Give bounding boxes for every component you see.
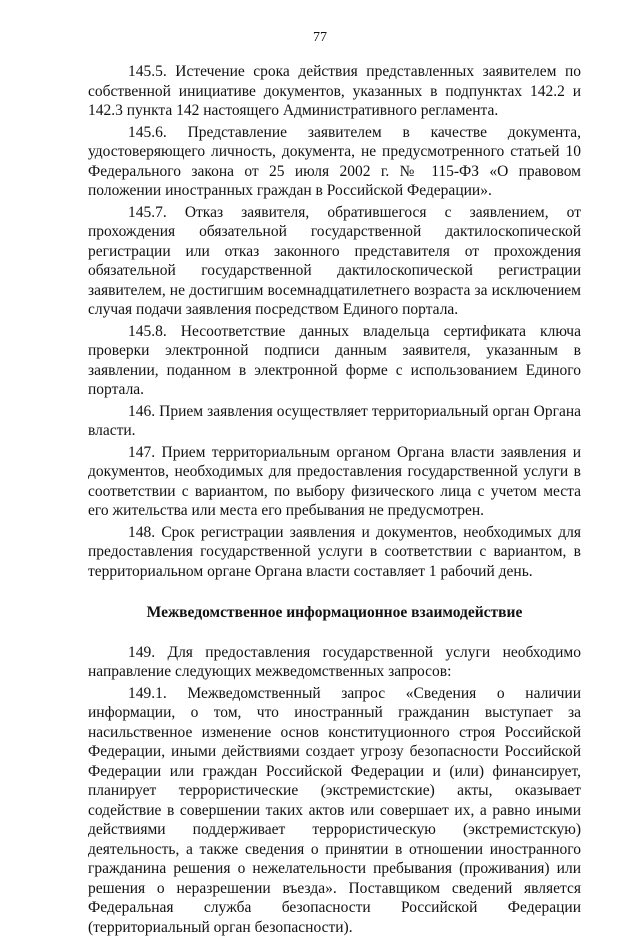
paragraph-148: 148. Срок регистрации заявления и документов, необходимых для предоставления государственной услуги в соответствии с вариантом, в территориальном органе Органа власти составляет 1 рабочий день. <box>88 523 581 580</box>
document-body <box>88 62 581 939</box>
page-number: 77 <box>313 30 327 45</box>
paragraph-149-1: 149.1. Межведомственный запрос «Сведения о наличии информации, о том, что иностранный гражданин выступает за насильственное изменение основ конституционного строя Российской Федерации, иными действиями создает угрозу безопасности Российской Федерации или граждан Российской Федерации и (или) финансирует, планирует террористические (экстремистские) акты, оказывает содействие в совершении таких актов или совершает их, а равно иными действиями поддерживает террористическую (экстремистскую) деятельность, а также сведения о принятии в отношении иностранного гражданина решения о нежелательности пребывания (проживания) или решения о неразрешении въезда». Поставщиком сведений является Федеральная служба безопасности Российской Федерации (территориальный орган безопасности). <box>88 684 581 936</box>
section-heading: Межведомственное информационное взаимодействие <box>146 604 523 621</box>
paragraph-149: 149. Для предоставления государственной услуги необходимо направление следующих межведомственных запросов: <box>88 643 581 680</box>
paragraph-145-7: 145.7. Отказ заявителя, обратившегося с заявлением, от прохождения обязательной государственной дактилоскопической регистрации или отказ законного представителя от прохождения обязательной государственной дактилоскопической регистрации заявителем, не достигшим восемнадцатилетнего возраста за исключением случая подачи заявления посредством Единого портала. <box>88 203 581 318</box>
paragraph-146: 146. Прием заявления осуществляет территориальный орган Органа власти. <box>88 402 581 439</box>
paragraph-145-6: 145.6. Представление заявителем в качестве документа, удостоверяющего личность, документа, не предусмотренного статьей 10 Федерального закона от 25 июля 2002 г. № 115-ФЗ «О правовом положении иностранных граждан в Российской Федерации». <box>88 123 581 199</box>
paragraph-147: 147. Прием территориальным органом Органа власти заявления и документов, необходимых для предоставления государственной услуги в соответствии с вариантом, по выбору физического лица с учетом места его жительства или места его пребывания не предусмотрен. <box>88 443 581 519</box>
paragraph-145-8: 145.8. Несоответствие данных владельца сертификата ключа проверки электронной подписи данным заявителя, указанным в заявлении, поданном в электронной форме с использованием Единого портала. <box>88 322 581 398</box>
paragraph-145-5: 145.5. Истечение срока действия представленных заявителем по собственной инициативе документов, указанных в подпунктах 142.2 и 142.3 пункта 142 настоящего Административного регламента. <box>88 63 581 119</box>
